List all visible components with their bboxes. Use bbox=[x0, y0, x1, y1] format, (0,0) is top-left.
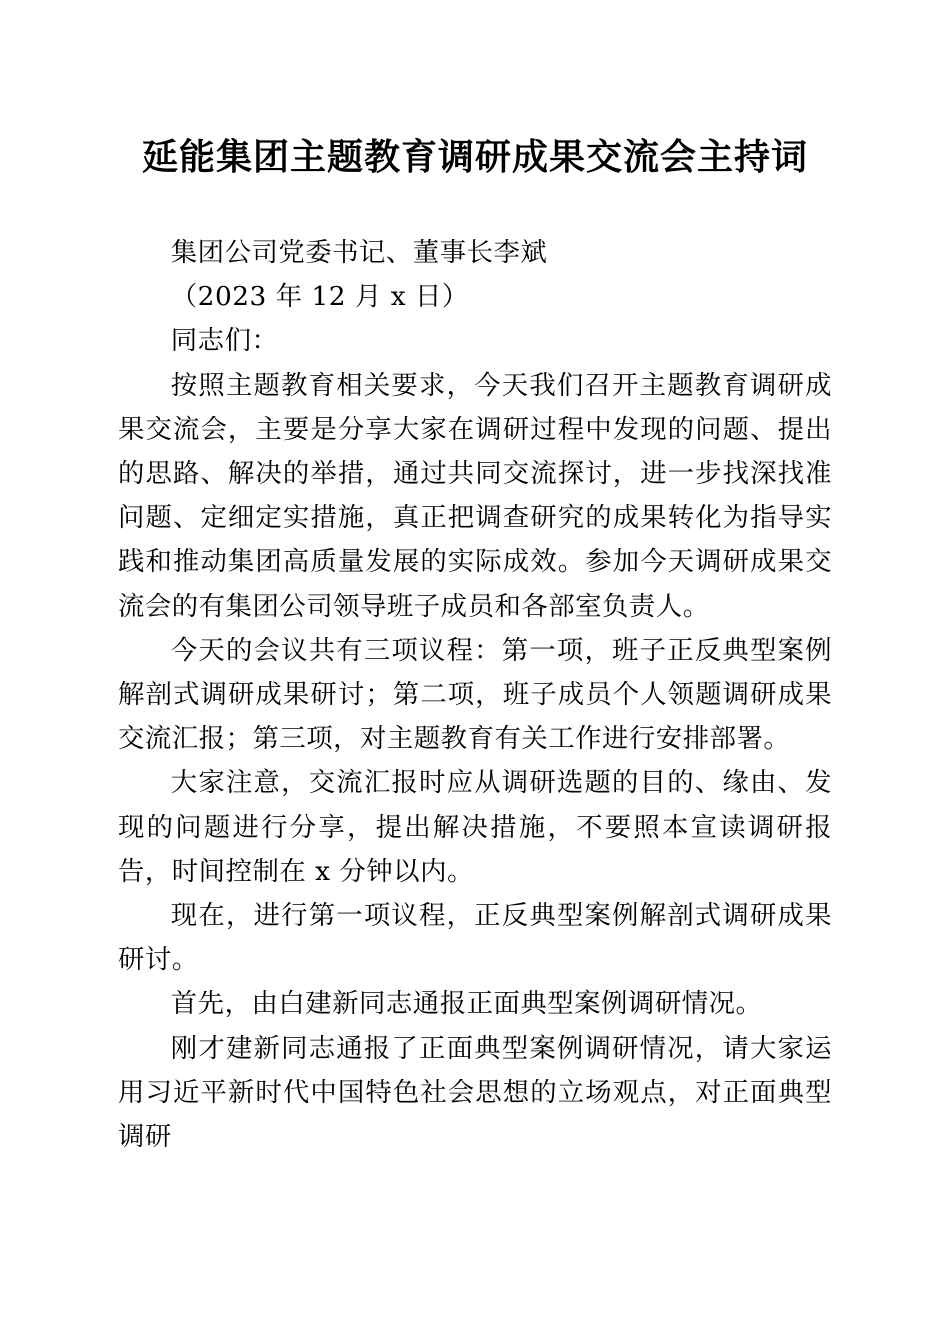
paragraph-speaker-intro: 首先，由白建新同志通报正面典型案例调研情况。 bbox=[170, 988, 763, 1020]
date-line: （2023 年 12 月 x 日） bbox=[170, 281, 469, 313]
paragraph-notice: 大家注意，交流汇报时应从调研选题的目的、缘由、发现的问题进行分享，提出解决措施，不要照本宣读调研报告，时间控制在 x 分钟以内。 bbox=[118, 767, 832, 887]
paragraph-followup: 刚才建新同志通报了正面典型案例调研情况，请大家运用习近平新时代中国特色社会思想的立场观点，对正面典型调研 bbox=[118, 1032, 832, 1153]
salutation: 同志们： bbox=[170, 325, 279, 357]
paragraph-opening: 按照主题教育相关要求，今天我们召开主题教育调研成果交流会，主要是分享大家在调研过程中发现的问题、提出的思路、解决的举措，通过共同交流探讨，进一步找深找准问题、定细定实措施，真正把调查研究的成果转化为指导实践和推动集团高质量发展的实际成效。参加今天调研成果交流会的有集团公司领导班子成员和各部室负责人。 bbox=[118, 369, 832, 622]
document-title: 延能集团主题教育调研成果交流会主持词 bbox=[141, 136, 808, 178]
byline: 集团公司党委书记、董事长李斌 bbox=[170, 237, 548, 268]
paragraph-agenda: 今天的会议共有三项议程：第一项，班子正反典型案例解剖式调研成果研讨；第二项，班子成员个人领题调研成果交流汇报；第三项，对主题教育有关工作进行安排部署。 bbox=[118, 634, 832, 755]
paragraph-first-item: 现在，进行第一项议程，正反典型案例解剖式调研成果研讨。 bbox=[118, 900, 832, 976]
